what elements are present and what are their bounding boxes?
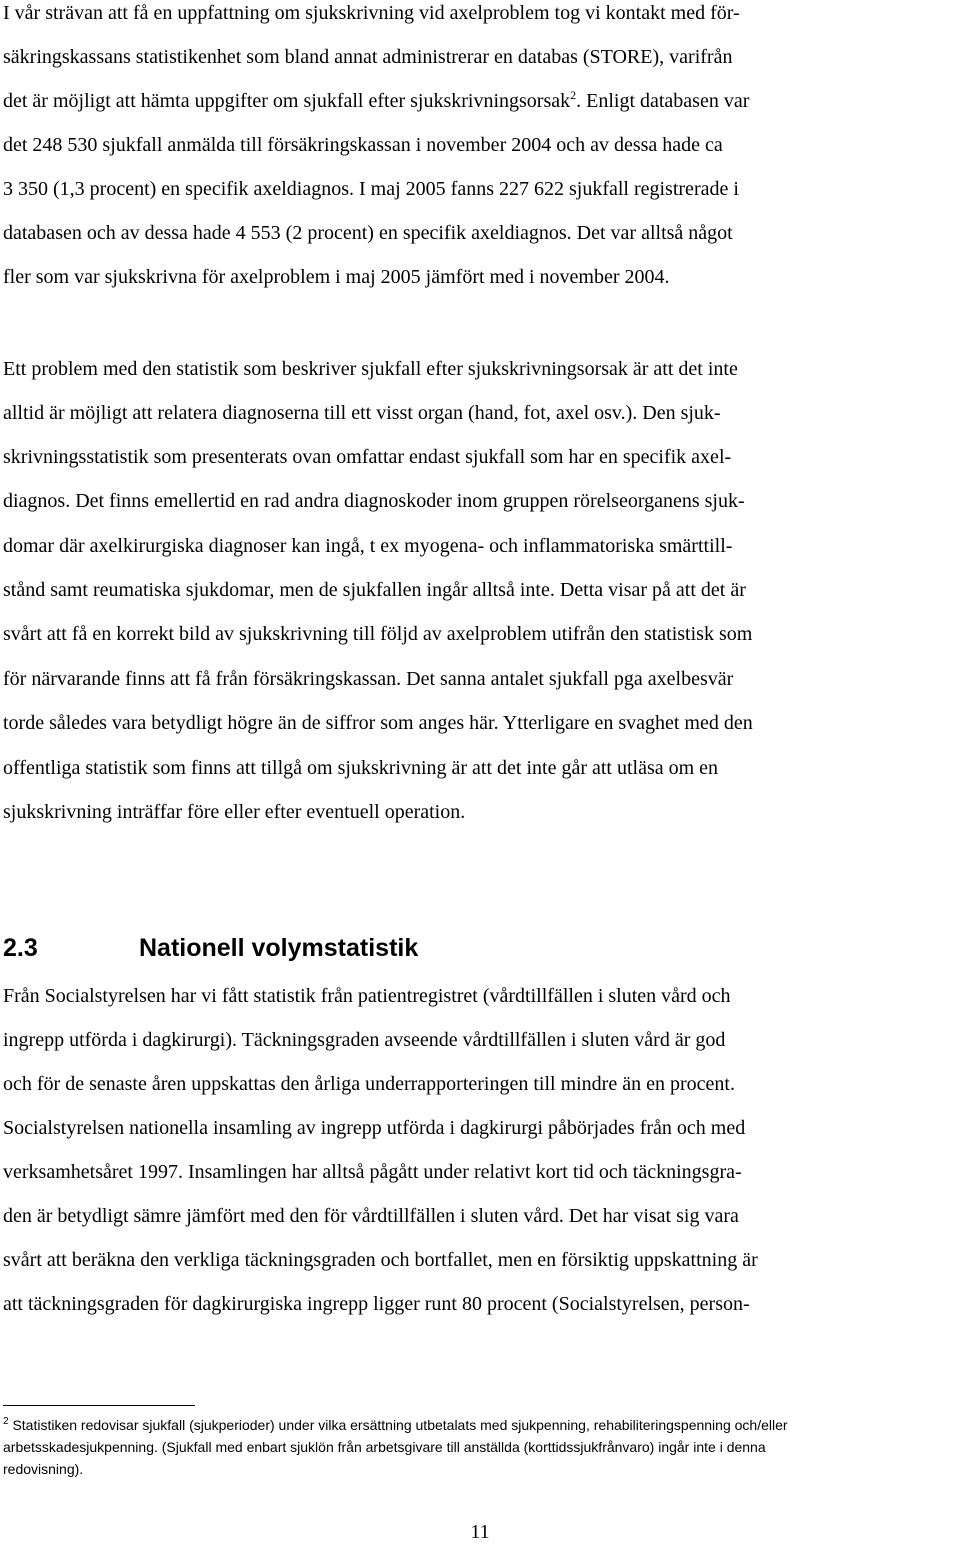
text-line: stånd samt reumatiska sjukdomar, men de sjukfallen ingår alltså inte. Detta visar på att det är <box>3 579 746 601</box>
text-line: 3 350 (1,3 procent) en specifik axeldiagnos. I maj 2005 fanns 227 622 sjukfall registrerade i <box>3 178 739 200</box>
text-line <box>3 89 749 113</box>
text-line: svårt att beräkna den verkliga täckningsgraden och bortfallet, men en försiktig uppskattning är <box>3 1249 758 1271</box>
footnote-line: arbetsskadesjukpenning. (Sjukfall med enbart sjuklön från arbetsgivare till anställda (korttidssjukfrånvaro) ingår inte i denna <box>3 1439 766 1455</box>
text-line: ingrepp utförda i dagkirurgi). Täckningsgraden avseende vårdtillfällen i sluten vård är god <box>3 1029 726 1051</box>
text-line: svårt att få en korrekt bild av sjukskrivning till följd av axelproblem utifrån den statistisk som <box>3 623 753 645</box>
footnote-text: Statistiken redovisar sjukfall (sjukperioder) under vilka ersättning utbetalats med sjukpenning, rehabiliteringspenning och/eller <box>8 1417 788 1433</box>
text-line: att täckningsgraden för dagkirurgiska ingrepp ligger runt 80 procent (Socialstyrelsen, person- <box>3 1293 750 1315</box>
text-line: skrivningsstatistik som presenterats ovan omfattar endast sjukfall som har en specifik axel- <box>3 446 732 468</box>
text-line: Ett problem med den statistik som beskriver sjukfall efter sjukskrivningsorsak är att det inte <box>3 358 738 380</box>
footnote-separator <box>3 1405 195 1406</box>
text-line-head: det är möjligt att hämta uppgifter om sjukfall efter sjukskrivningsorsak <box>3 90 571 112</box>
text-line: sjukskrivning inträffar före eller efter eventuell operation. <box>3 801 466 823</box>
footnote-reference[interactable]: 2 <box>570 88 577 102</box>
footnote-line: redovisning). <box>3 1461 84 1477</box>
footnote-marker: 2 <box>3 1416 9 1427</box>
section-heading <box>3 932 419 964</box>
text-line: verksamhetsåret 1997. Insamlingen har alltså pågått under relativt kort tid och täckningsgra- <box>3 1161 742 1183</box>
text-line-tail: . Enligt databasen var <box>576 90 750 112</box>
text-line: den är betydligt sämre jämfört med den för vårdtillfällen i sluten vård. Det har visat sig vara <box>3 1205 739 1227</box>
section-title: Nationell volymstatistik <box>139 934 419 962</box>
text-line: torde således vara betydligt högre än de siffror som anges här. Ytterligare en svaghet med den <box>3 712 753 734</box>
footnote-line <box>3 1416 788 1434</box>
section-number: 2.3 <box>3 934 38 962</box>
text-line: fler som var sjukskrivna för axelproblem i maj 2005 jämfört med i november 2004. <box>3 266 670 288</box>
text-line: Från Socialstyrelsen har vi fått statistik från patientregistret (vårdtillfällen i sluten vård och <box>3 985 731 1007</box>
page-number: 11 <box>470 1521 490 1543</box>
text-line: alltid är möjligt att relatera diagnoserna till ett visst organ (hand, fot, axel osv.). Den sjuk- <box>3 402 721 424</box>
text-line: diagnos. Det finns emellertid en rad andra diagnoskoder inom gruppen rörelseorganens sjuk- <box>3 490 745 512</box>
text-line: I vår strävan att få en uppfattning om sjukskrivning vid axelproblem tog vi kontakt med för- <box>3 2 740 24</box>
text-line: offentliga statistik som finns att tillgå om sjukskrivning är att det inte går att utläsa om en <box>3 757 719 779</box>
text-line: Socialstyrelsen nationella insamling av ingrepp utförda i dagkirurgi påbörjades från och med <box>3 1117 746 1139</box>
text-line: domar där axelkirurgiska diagnoser kan ingå, t ex myogena- och inflammatoriska smärttill- <box>3 535 733 557</box>
text-line: och för de senaste åren uppskattas den årliga underrapporteringen till mindre än en procent. <box>3 1073 735 1095</box>
text-line: säkringskassans statistikenhet som bland annat administrerar en databas (STORE), varifrån <box>3 46 733 68</box>
text-line: databasen och av dessa hade 4 553 (2 procent) en specifik axeldiagnos. Det var alltså något <box>3 222 733 244</box>
text-line: det 248 530 sjukfall anmälda till försäkringskassan i november 2004 och av dessa hade ca <box>3 134 723 156</box>
text-line: för närvarande finns att få från försäkringskassan. Det sanna antalet sjukfall pga axelbesvär <box>3 668 734 690</box>
